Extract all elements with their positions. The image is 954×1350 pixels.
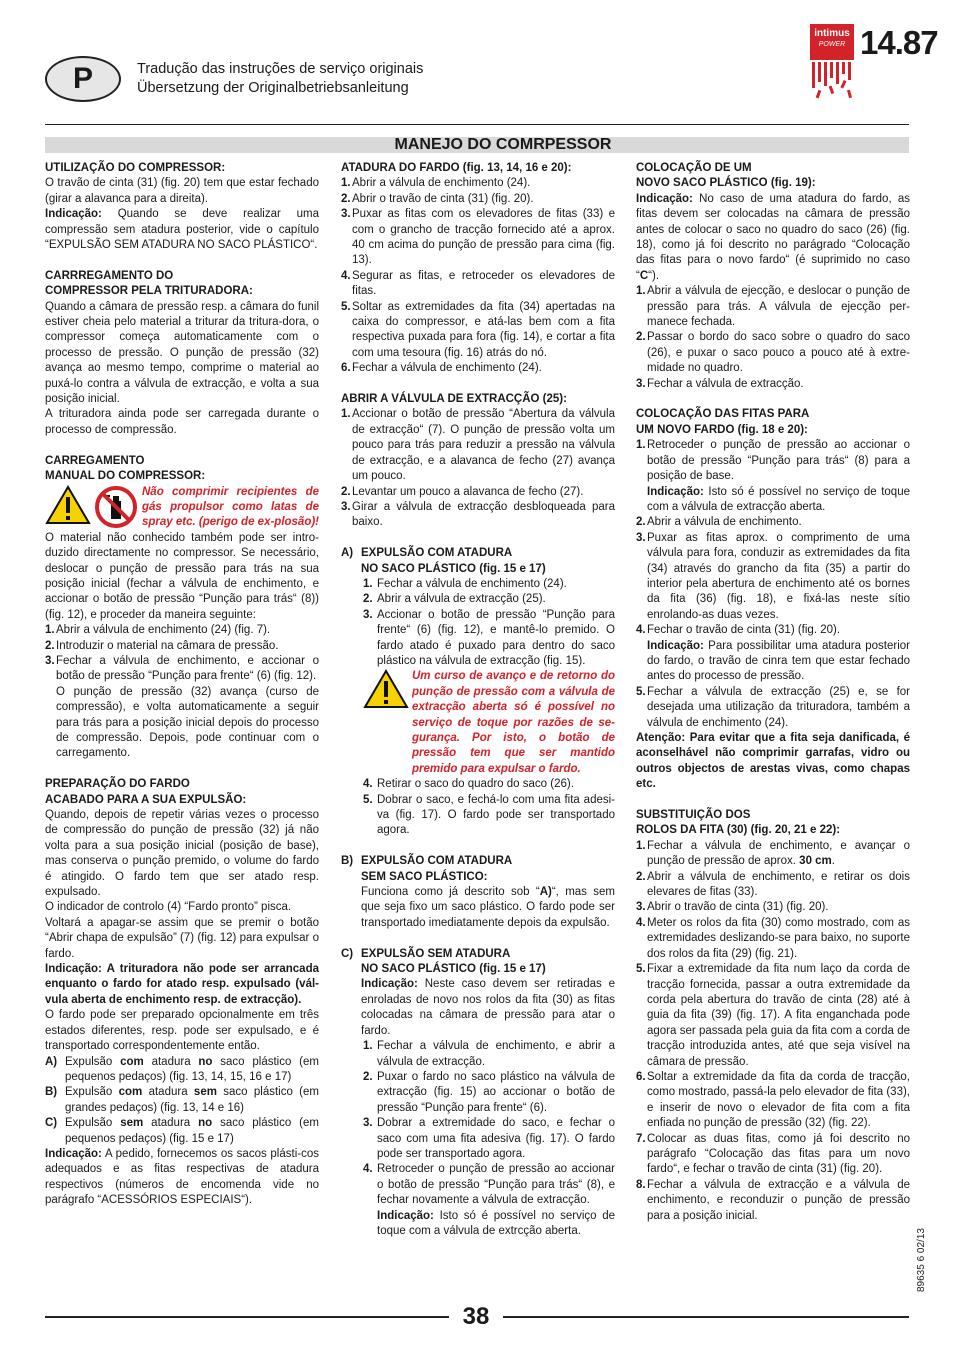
- note: [341, 1209, 615, 1240]
- emph: sem: [193, 1086, 217, 1099]
- heading: ATADURA DO FARDO (fig. 13, 14, 16 e 20):: [341, 162, 572, 174]
- step-list: [341, 407, 615, 530]
- item-text: Retroceder o punção de pressão ao accionar o botão de pressão “Punção para trás“ (8), e fechar novamente a válvula de extracção.: [377, 1163, 615, 1207]
- subsection-a-heading: [341, 546, 615, 561]
- item-number: 5.: [341, 300, 351, 313]
- item-number: 5.: [636, 963, 646, 976]
- heading: CARRREGAMENTO DO: [45, 269, 174, 282]
- list-item: [341, 269, 615, 300]
- column-1: [45, 161, 319, 1209]
- item-text: Fixar a extremidade da fita num laço da corda de tracção fornecida, passar a outra extremidade da corda pela abertura do travão de cinta (28) até à guia da fita (39) (fig. 17). A fita enganchada pode agora ser passada pela guia da fita com a corda de tracção introduzida antes, até que seja visível na câmara de pressão.: [647, 963, 910, 1068]
- list-item: [636, 438, 910, 515]
- section-title: MANEJO DO COMRPESSOR: [394, 136, 612, 153]
- item-text: Girar a válvula de extracção desbloqueada para baixo.: [352, 500, 615, 529]
- item-number: 2.: [341, 192, 351, 205]
- heading: COLOCAÇÃO DAS FITAS PARA: [636, 408, 810, 421]
- subsection-title: EXPULSÃO SEM ATADURA: [361, 947, 511, 960]
- item-text: Soltar a extremidade da fita da corda de tracção, como mostrado, passá-la pelo elevador de fita (33), e inserir de novo o elevador de fita com a fita enfiada no punção de pressão (32) (fig. 22).: [647, 1070, 910, 1130]
- note-text: Neste caso devem ser retiradas e enroladas de novo nos rolos da fita (30) as fitas colocadas na câmara de pressão para atar o fardo.: [361, 978, 615, 1037]
- warning-text: Não comprimir recipientes de gás propulsor como latas de spray etc. (perigo de ex-plosão)!: [142, 485, 320, 529]
- note-text: Para possibilitar uma atadura posterior do fardo, o travão de cinra tem que estar fechado antes do processo de pressão.: [647, 639, 910, 683]
- warning-box: [45, 485, 319, 531]
- item-number: 3.: [636, 377, 646, 390]
- list-item: [636, 962, 910, 1070]
- step-list: [341, 777, 615, 839]
- option-b: [45, 1085, 319, 1116]
- note-text: A pedido, fornecemos os sacos plásti-cos adequados e as fitas respectivas de atadura respectivos (números de encomenda vide no parágrafo “ACESSÓRIOS ESPECIAIS“).: [45, 1147, 319, 1207]
- list-item: [45, 639, 319, 654]
- item-text: Fechar a válvula de extracção e a válvula de enchimento, e reconduzir o punção de pressão para a posição inicial.: [647, 1178, 910, 1222]
- item-number: 8.: [636, 1178, 646, 1191]
- note-label: Indicação:: [45, 208, 102, 221]
- note-label: Indicação:: [647, 639, 704, 652]
- note: [45, 1147, 319, 1209]
- heading: SUBSTITUIÇÃO DOS: [636, 809, 751, 822]
- text: saco plástico (em grandes pedaços) (fig. 13, 14 e 16): [65, 1086, 319, 1114]
- step-list: [636, 438, 910, 731]
- item-number: 6.: [636, 1070, 646, 1083]
- item-text: Fechar a válvula de enchimento (24).: [352, 362, 542, 375]
- item-number: 3.: [363, 608, 373, 621]
- item-text: Abrir a válvula de enchimento (24).: [352, 177, 531, 190]
- item-number: 4.: [363, 778, 373, 791]
- paragraph: Quando a câmara de pressão resp. a câmara do funil estiver cheia pelo material a triturar da tritura-dora, o compressor começa automaticamente com o processo de pressão. O punção de pressão (32) avança ao mesmo tempo, comprime o material ao puxá-lo contra a válvula de extracção, e volta a sua posição inicial.: [45, 300, 319, 406]
- note-label: Indicação:: [45, 1147, 102, 1160]
- item-number: 3.: [636, 901, 646, 914]
- list-item: [341, 608, 615, 670]
- list-item: [341, 361, 615, 376]
- list-continuation: O punção de pressão (32) avança (curso de compressão), e volta automaticamente a seguir para trás para a posição inicial depois do processo de compressão. Depois, pode continuar com o carregamento.: [56, 685, 319, 760]
- heading: MANUAL DO COMPRESSOR:: [45, 470, 206, 483]
- text: Expulsão: [65, 1117, 121, 1130]
- paragraph: O fardo pode ser preparado opcionalmente em três estados diferentes, resp. pode ser expulsado, e é transportado correspondentemente então.: [45, 1009, 319, 1053]
- brand-box: [810, 24, 854, 60]
- text: .: [831, 855, 835, 868]
- item-text: Fechar a válvula de enchimento (24).: [377, 577, 567, 590]
- subsection-c-heading: [341, 947, 615, 962]
- list-item: [341, 176, 615, 191]
- item-number: 4.: [636, 916, 646, 929]
- warning-text: Um curso de avanço e de retorno do punção de pressão com a válvula de extracção aberta só é possível no serviço de toque por razões de se-gurança. Por isto, o botão de pressão tem que ser mantido premido para expulsar o fardo.: [412, 670, 615, 775]
- footer-divider-left: [45, 1316, 449, 1318]
- subsection-title-2: SEM SACO PLÁSTICO:: [361, 870, 488, 883]
- column-3: [636, 161, 910, 1224]
- note: [341, 977, 615, 1039]
- option-letter: B): [45, 1086, 58, 1099]
- item-number: 5.: [636, 685, 646, 698]
- list-item: [341, 485, 615, 500]
- list-item: [636, 1132, 910, 1178]
- heading: ROLOS DA FITA (30) (fig. 20, 21 e 22):: [636, 824, 841, 837]
- emph: C: [639, 269, 649, 282]
- attention-note: Atenção: Para evitar que a fita seja danificada, é aconselhável não comprimir garrafas, vidro ou outros objectos de arestas vivas, como chapas etc.: [636, 732, 910, 791]
- item-number: 1.: [636, 839, 646, 852]
- list-item: [341, 500, 615, 531]
- list-item: [341, 1039, 615, 1070]
- list-item: [636, 330, 910, 376]
- item-text: Abrir a válvula de enchimento (24) (fig. 7).: [56, 624, 271, 637]
- item-text: Abrir a válvula de enchimento.: [647, 516, 802, 529]
- list-item: [341, 1162, 615, 1208]
- list-item: [341, 300, 615, 362]
- note-label: Indicação:: [377, 1209, 434, 1222]
- item-number: 2.: [45, 639, 55, 652]
- item-text: Accionar o botão de pressão “Abertura da válvula de extracção“ (7). O punção de pressão volta um pouco para trás para reduzir a pressão na válvula de extracção, e a alavanca de fecho (27) avança um pouco.: [352, 408, 615, 483]
- warning-box: [341, 669, 615, 777]
- paragraph: [341, 885, 615, 931]
- item-text: Meter os rolos da fita (30) como mostrado, com as extremidades deslizando-se para baixo, no suporte dos rolos da fita (29) (fig. 21).: [647, 916, 910, 960]
- subsection-letter: C): [341, 947, 354, 960]
- text: “, mas sem que seja fixo um saco plástico. O fardo pode ser transportado imediatamente depois da expulsão.: [361, 886, 615, 929]
- subsection-b-heading: [341, 854, 615, 869]
- emph: 30 cm: [799, 855, 832, 868]
- item-text: Abrir o travão de cinta (31) (fig. 20).: [352, 192, 534, 205]
- list-item: [636, 685, 910, 731]
- text: atadura: [143, 1055, 199, 1068]
- subsection-title-2: NO SACO PLÁSTICO (fig. 15 e 17): [361, 963, 546, 976]
- emph: sem: [120, 1117, 144, 1130]
- item-text: [647, 438, 910, 515]
- brand-logo: [810, 24, 854, 108]
- item-text: [647, 623, 910, 685]
- text: Fechar a válvula de enchimento, e avançar o punção de pressão de aprox.: [647, 839, 910, 868]
- note-text: Isto só é possível no serviço de toque com a válvula de extrcção aberta.: [377, 1209, 615, 1237]
- list-item: [45, 623, 319, 638]
- item-number: 2.: [636, 331, 646, 344]
- emph: no: [198, 1055, 213, 1068]
- item-number: 3.: [341, 208, 351, 221]
- item-number: 2.: [636, 870, 646, 883]
- item-number: 4.: [363, 1163, 373, 1176]
- item-text: Retirar o saco do quadro do saco (26).: [377, 778, 574, 791]
- paragraph: Voltará a apagar-se assim que se premir o botão “Abrir chapa de expulsão” (7) (fig. 12) para expulsar o fardo.: [45, 916, 319, 960]
- step-list: [636, 284, 910, 392]
- list-item: [45, 654, 319, 685]
- option-text: [65, 1085, 319, 1116]
- step-list: [45, 623, 319, 762]
- paragraph: Quando, depois de repetir várias vezes o processo de compressão do punção de pressão (32) já não volta para a sua posição inicial (posição de base), mas conserva o punção premido, o volume do fardo é atingido. O fardo tem que ser atado resp. expulsado.: [45, 809, 319, 899]
- model-number: 14.87: [860, 24, 938, 61]
- option-a: [45, 1055, 319, 1086]
- text: Retroceder o punção de pressão ao accionar o botão de pressão “Punção para trás“ (8) para a posição de base.: [647, 439, 910, 483]
- header-subtitles: [137, 60, 423, 98]
- item-number: 1.: [45, 624, 55, 637]
- list-item: [341, 192, 615, 207]
- language-letter: P: [72, 62, 93, 95]
- item-text: Passar o bordo do saco sobre o quadro do saco (26), e puxar o saco pouco a pouco até à extre-midade no quadro.: [647, 331, 910, 375]
- note: [636, 192, 910, 284]
- warning-triangle-icon: [363, 669, 409, 709]
- subsection-title: EXPULSÃO COM ATADURA: [361, 855, 513, 868]
- heading: COMPRESSOR PELA TRITURADORA:: [45, 285, 253, 298]
- list-item: [341, 793, 615, 839]
- option-letter: C): [45, 1117, 58, 1130]
- heading: ACABADO PARA A SUA EXPULSÃO:: [45, 793, 247, 806]
- subsection-title-2: NO SACO PLÁSTICO (fig. 15 e 17): [361, 562, 546, 575]
- heading: UM NOVO FARDO (fig. 18 e 20):: [636, 423, 808, 436]
- emph: com: [120, 1055, 144, 1068]
- item-text: Fechar a válvula de extracção.: [647, 377, 804, 390]
- item-text: Fechar a válvula de extracção (25) e, se for desejada uma utilização da trituradora, também a válvula de enchimento (24).: [647, 685, 910, 729]
- option-c: [45, 1116, 319, 1147]
- item-text: Segurar as fitas, e retroceder os elevadores de fitas.: [352, 269, 615, 298]
- heading: COLOCAÇÃO DE UM: [636, 162, 752, 174]
- list-item: [341, 1116, 615, 1162]
- subsection-letter: A): [341, 547, 354, 560]
- note: [45, 207, 319, 253]
- emph: A): [539, 886, 552, 899]
- item-text: Puxar o fardo no saco plástico na válvula de extracção (fig. 15) ao accionar o botão de pressão “Punção para frente“ (6).: [377, 1070, 615, 1114]
- item-number: 3.: [341, 500, 351, 513]
- item-text: Accionar o botão de pressão “Punção para frente“ (6) (fig. 12), e mantê-lo premido. O fardo atado é puxado para dentro do saco plástico na válvula de extracção (fig. 15).: [377, 608, 615, 667]
- document-id: 89635 6 02/13: [916, 1228, 927, 1292]
- item-number: 1.: [341, 177, 351, 190]
- warning-triangle-icon: [45, 485, 91, 525]
- item-number: 3.: [363, 1117, 373, 1130]
- text: saco plástico (em pequenos pedaços) (fig. 15 e 17): [65, 1117, 319, 1145]
- footer-divider-right: [503, 1316, 909, 1318]
- note-text: Quando se deve realizar uma compressão sem atadura posterior, vide o capítulo “EXPULSÃO SEM ATADURA NO SACO PLÁSTICO“.: [45, 208, 319, 252]
- subtitle-pt: Tradução das instruções de serviço originais: [137, 61, 424, 77]
- heading: CARREGAMENTO: [45, 454, 145, 467]
- item-text: Levantar um pouco a alavanca de fecho (27).: [352, 485, 584, 498]
- item-text: Fechar a válvula de enchimento, e accionar o botão de pressão “Punção para frente“ (6) (fig. 12).: [56, 654, 319, 683]
- emph: com: [118, 1086, 143, 1099]
- header-divider: [45, 124, 909, 125]
- list-item: [636, 284, 910, 330]
- item-text: [647, 839, 910, 870]
- note-label: Indicação:: [647, 485, 704, 498]
- item-number: 5.: [363, 793, 373, 806]
- paragraph: A trituradora ainda pode ser carregada durante o processo de compressão.: [45, 408, 319, 436]
- list-item: [341, 577, 615, 592]
- list-item: [636, 1178, 910, 1224]
- page-number: 38: [462, 1303, 490, 1330]
- emph: no: [198, 1117, 213, 1130]
- paragraph: O indicador de controlo (4) “Fardo pronto” pisca.: [45, 901, 292, 914]
- brand-name: intimus: [814, 28, 850, 39]
- list-item: [636, 623, 910, 685]
- option-text: [65, 1116, 319, 1147]
- text: Expulsão: [65, 1086, 119, 1099]
- heading: PREPARAÇÃO DO FARDO: [45, 778, 190, 791]
- heading: UTILIZAÇÃO DO COMPRESSOR:: [45, 162, 226, 174]
- item-number: 1.: [636, 439, 646, 452]
- step-list: [341, 1039, 615, 1208]
- heading: NOVO SACO PLÁSTICO (fig. 19):: [636, 177, 816, 190]
- item-number: 4.: [341, 269, 351, 282]
- item-number: 3.: [636, 531, 646, 544]
- text: saco plástico (em pequenos pedaços) (fig. 13, 14, 15, 16 e 17): [65, 1055, 319, 1083]
- item-number: 6.: [341, 362, 351, 375]
- column-2: [341, 161, 615, 1239]
- list-item: [636, 531, 910, 623]
- item-number: 1.: [363, 577, 373, 590]
- language-badge: [45, 56, 121, 102]
- text: atadura: [143, 1117, 199, 1130]
- list-item: [636, 900, 910, 915]
- no-spray-can-icon: [94, 485, 138, 529]
- item-number: 1.: [363, 1040, 373, 1053]
- heading: ABRIR A VÁLVULA DE EXTRACÇÃO (25):: [341, 393, 567, 406]
- item-number: 1.: [341, 408, 351, 421]
- list-item: [341, 777, 615, 792]
- item-number: 4.: [636, 624, 646, 637]
- list-item: [341, 407, 615, 484]
- item-text: Dobrar o saco, e fechá-lo com uma fita adesi-va (fig. 17). O fardo pode ser transportado agora.: [377, 793, 615, 837]
- item-text: Abrir a válvula de ejecção, e deslocar o punção de pressão para trás. A válvula de ejecção per-manece fechada.: [647, 285, 910, 329]
- item-number: 2.: [341, 485, 351, 498]
- item-text: Colocar as duas fitas, como já foi descrito no parágrafo “Colocação das fitas para um novo fardo“, e fechar o travão de cinta (31) (fig. 20).: [647, 1132, 910, 1176]
- step-list: [341, 176, 615, 376]
- item-text: Puxar as fitas aprox. o comprimento de uma válvula para fora, conduzir as extremidades da fita (34) através do grancho da fita (35) a partir do interior pela abertura de enchimento até os bornes da fita (36) (fig. 18), e fixá-las neste sítio enrolando-as duas vezes.: [647, 531, 910, 621]
- subsection-title: EXPULSÃO COM ATADURA: [361, 547, 513, 560]
- item-text: Fechar a válvula de enchimento, e abrir a válvula de extracção.: [377, 1040, 615, 1068]
- list-item: [636, 916, 910, 962]
- note-label: Indicação:: [361, 978, 418, 991]
- item-text: Abrir a válvula de extracção (25).: [377, 593, 546, 606]
- brand-subname: POWER: [818, 41, 846, 48]
- item-number: 1.: [636, 285, 646, 298]
- list-item: [636, 377, 910, 392]
- item-text: Dobrar a extremidade do saco, e fechar o saco com uma fita adesiva (fig. 17). O fardo pode ser transportado agora.: [377, 1117, 615, 1160]
- list-item: [636, 839, 910, 870]
- shredder-strips-icon: [810, 60, 854, 108]
- bold-note: Indicação: A trituradora não pode ser arrancada enquanto o fardo for atado resp. expulsado (vál-vula aberta de enchimento resp. de extracção).: [45, 963, 319, 1006]
- list-item: [341, 1070, 615, 1116]
- step-list: [636, 839, 910, 1224]
- text: Expulsão: [65, 1055, 121, 1068]
- list-item: [341, 592, 615, 607]
- list-item: [636, 1070, 910, 1132]
- list-item: [636, 515, 910, 530]
- paragraph: O material não conhecido também pode ser intro-duzido directamente no compressor. Se necessário, deslocar o punção de pressão para trás na sua posição inicial (fechar a válvula de enchimento, e accionar o botão de pressão “Punção para trás“ (8)) (fig. 12), e proceder da maneira seguinte:: [45, 531, 319, 621]
- subtitle-de: Übersetzung der Originalbetriebsanleitung: [137, 80, 409, 96]
- option-letter: A): [45, 1055, 58, 1068]
- text: Fechar o travão de cinta (31) (fig. 20).: [647, 624, 841, 637]
- item-text: Soltar as extremidades da fita (34) apertadas na caixa do compressor, e atá-las bem com a fita respectiva puxada para fora (fig. 14), e cortar a fita com uma tesoura (fig. 16) atrás do nó.: [352, 300, 615, 359]
- item-text: Abrir a válvula de enchimento, e retirar os dois elevares de fitas (33).: [647, 870, 910, 899]
- step-list: [341, 577, 615, 669]
- text: atadura: [142, 1086, 194, 1099]
- text: Funciona como já descrito sob “: [361, 886, 540, 899]
- item-text: Introduzir o material na câmara de pressão.: [56, 639, 279, 652]
- note-label: Indicação:: [636, 192, 693, 205]
- note-text: Isto só é possível no serviço de toque com a válvula de extracção aberta.: [647, 485, 910, 513]
- item-number: 3.: [45, 654, 55, 667]
- section-title-bar: [45, 137, 909, 153]
- list-item: [341, 207, 615, 269]
- item-text: Abrir o travão de cinta (31) (fig. 20).: [647, 901, 829, 914]
- item-number: 7.: [636, 1132, 646, 1145]
- subsection-letter: B): [341, 855, 354, 868]
- option-text: [65, 1055, 319, 1086]
- paragraph: O travão de cinta (31) (fig. 20) tem que estar fechado (girar a alavanca para a direita).: [45, 177, 319, 205]
- item-text: Puxar as fitas com os elevadores de fitas (33) e com o grancho de tracção fornecido até a aprox. 40 cm acima do punção de pressão para cima (fig. 13).: [352, 208, 615, 267]
- note-text: “).: [648, 269, 660, 282]
- item-number: 2.: [363, 1070, 373, 1083]
- item-number: 2.: [363, 593, 373, 606]
- list-item: [636, 870, 910, 901]
- note-text: No caso de uma atadura do fardo, as fitas devem ser colocadas na câmara de pressão antes de colocar o saco no quadro do saco (26) (fig. 18), como já foi descrito no parágrado “Colocação das fitas para o novo fardo“ (é suprimido no caso “: [636, 192, 910, 282]
- item-number: 2.: [636, 516, 646, 529]
